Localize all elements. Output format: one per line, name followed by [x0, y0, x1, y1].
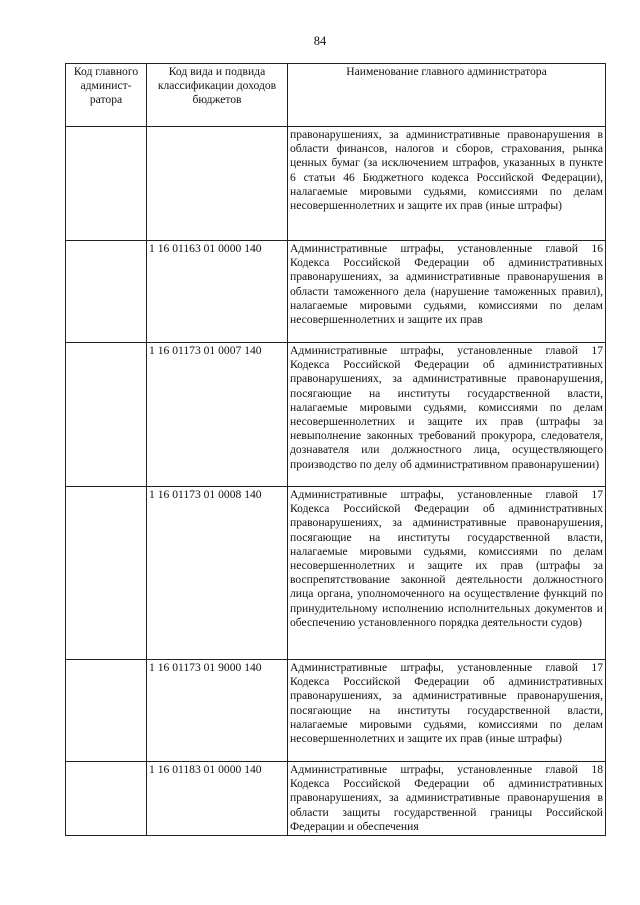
cell-name-admin: Административные штрафы, установленные главой 18 Кодекса Российской Федерации об административных правонарушениях, за административные правонарушения в области защиты государственной границы Российской Федерации и обеспечения [288, 762, 606, 836]
cell-code-income: 1 16 01173 01 9000 140 [147, 660, 288, 762]
cell-name-admin: Административные штрафы, установленные главой 17 Кодекса Российской Федерации об административных правонарушениях, за административные правонарушения, посягающие на институты государственной власти, налагаемые мировыми судьями, комиссиями по делам несовершеннолетних и защите их прав (иные штрафы) [288, 660, 606, 762]
cell-code-admin [66, 487, 147, 660]
cell-code-admin [66, 241, 147, 343]
cell-code-admin [66, 343, 147, 487]
table-row [66, 762, 606, 836]
table-row [66, 660, 606, 762]
table-header-row [66, 64, 606, 127]
cell-code-income: 1 16 01173 01 0008 140 [147, 487, 288, 660]
cell-code-income: 1 16 01163 01 0000 140 [147, 241, 288, 343]
header-code-admin: Код главного админист-ратора [66, 64, 147, 127]
cell-name-admin: правонарушениях, за административные правонарушения в области финансов, налогов и сборов, страхования, рынка ценных бумаг (за исключением штрафов, указанных в пункте 6 статьи 46 Бюджетного кодекса Российской Федерации), налагаемые мировыми судьями, комиссиями по делам несовершеннолетних и защите их прав (иные штрафы) [288, 127, 606, 241]
header-name-admin: Наименование главного администратора [288, 64, 606, 127]
page-number: 84 [313, 34, 327, 48]
administrators-table [65, 63, 606, 836]
table-row [66, 343, 606, 487]
header-code-income: Код вида и подвида классификации доходов бюджетов [147, 64, 288, 127]
cell-code-income: 1 16 01183 01 0000 140 [147, 762, 288, 836]
cell-code-income [147, 127, 288, 241]
table-row [66, 241, 606, 343]
cell-name-admin: Административные штрафы, установленные главой 17 Кодекса Российской Федерации об административных правонарушениях, за административные правонарушения, посягающие на институты государственной власти, налагаемые мировыми судьями, комиссиями по делам несовершеннолетних и защите их прав (штрафы за воспрепятствование законной деятельности должностного лица органа, уполномоченного на осуществление функций по принудительному исполнению исполнительных документов и обеспечению установленного порядка деятельности судов) [288, 487, 606, 660]
cell-name-admin: Административные штрафы, установленные главой 17 Кодекса Российской Федерации об административных правонарушениях, за административные правонарушения, посягающие на институты государственной власти, налагаемые мировыми судьями, комиссиями по делам несовершеннолетних и защите их прав (штрафы за невыполнение законных требований прокурора, следователя, дознавателя или должностного лица, осуществляющего производство по делу об административном правонарушении) [288, 343, 606, 487]
cell-name-admin: Административные штрафы, установленные главой 16 Кодекса Российской Федерации об административных правонарушениях, за административные правонарушения в области таможенного дела (нарушение таможенных правил), налагаемые мировыми судьями, комиссиями по делам несовершеннолетних и защите их прав [288, 241, 606, 343]
cell-code-admin [66, 127, 147, 241]
cell-code-income: 1 16 01173 01 0007 140 [147, 343, 288, 487]
cell-code-admin [66, 660, 147, 762]
cell-code-admin [66, 762, 147, 836]
table-row [66, 127, 606, 241]
table-row [66, 487, 606, 660]
